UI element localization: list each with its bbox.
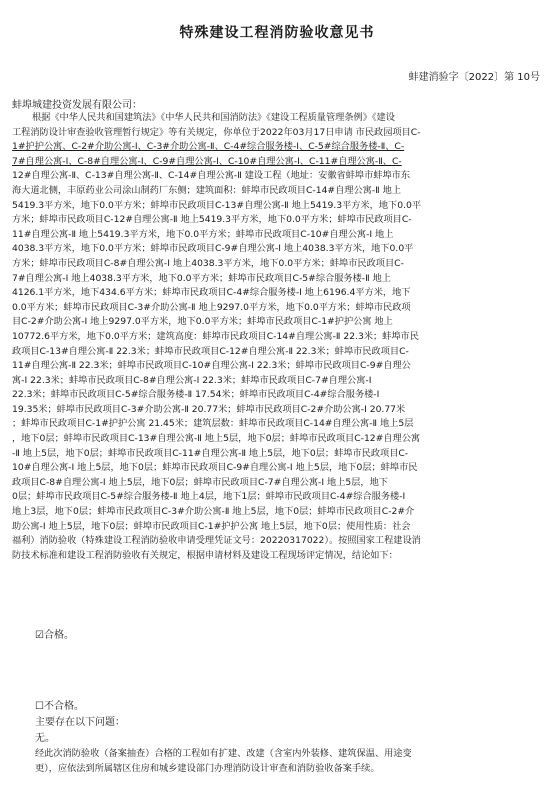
- body-line: 22.3米；蚌埠市民政项目C-5#综合服务楼-Ⅱ 17.54米；蚌埠市民政项目C-4#综合服务楼-Ⅰ: [12, 389, 380, 401]
- body-line: 12#自理公寓-Ⅱ、C-13#自理公寓-Ⅱ、C-14#自理公寓-Ⅱ 建设工程（地址：安徽省蚌埠市蚌埠市东: [12, 170, 411, 182]
- body-line: 10#自理公寓-Ⅰ 地上5层，地下0层；蚌埠市民政项目C-9#自理公寓-Ⅰ 地上5层，地下0层；蚌埠市民: [12, 462, 418, 474]
- body-line: 10772.6平方米，地下0.0平方米；建筑高度：蚌埠市民政项目C-14#自理公寓-Ⅱ 22.3米；蚌埠市民: [12, 330, 419, 342]
- body-text: [12, 111, 540, 563]
- unqualified-checkbox: ☐不合格。: [35, 701, 84, 712]
- body-line: 目C-2#介助公寓-Ⅰ 地上9297.0平方米，地下0.0平方米；蚌埠市民政项目C-1#护护公寓 地上: [12, 316, 393, 328]
- body-line: ；蚌埠市民政项目C-1#护护公寓 21.45米；建筑层数：蚌埠市民政项目C-14#自理公寓-Ⅱ 地上5层: [12, 418, 414, 430]
- body-line: 5419.3平方米，地下0.0平方米；蚌埠市民政项目C-13#自理公寓-Ⅱ 地上5419.3平方米，地下0.0平: [12, 199, 422, 211]
- body-line: 政项目C-8#自理公寓-Ⅰ 地上5层，地下0层；蚌埠市民政项目C-7#自理公寓-Ⅰ 地上5层，地下: [12, 476, 388, 488]
- recipient: 蚌埠城建投资发展有限公司：: [12, 100, 142, 111]
- qualified-checkbox: ☑合格。: [35, 630, 74, 641]
- body-line: 7#自理公寓-Ⅰ、C-8#自理公寓-Ⅰ、C-9#自理公寓-Ⅰ、C-10#自理公寓-Ⅰ、C-11#自理公寓-Ⅱ、C-: [12, 155, 402, 167]
- issues-label: 主要存在以下问题：: [35, 717, 125, 728]
- body-line: 工程消防设计审查验收管理暂行规定》等有关规定，你单位于2022年03月17日申请 市民政园项目C-: [12, 126, 421, 138]
- body-line: 政项目C-13#自理公寓-Ⅱ 22.3米；蚌埠市民政项目C-12#自理公寓-Ⅱ 22.3米；蚌埠市民政项目C-: [12, 345, 409, 357]
- body-line: ，地下0层；蚌埠市民政项目C-13#自理公寓-Ⅱ 地上5层，地下0层；蚌埠市民政项目C-12#自理公寓: [12, 433, 421, 445]
- document-title: 特殊建设工程消防验收意见书: [179, 25, 375, 41]
- body-line: 0层；蚌埠市民政项目C-5#综合服务楼-Ⅱ 地上4层，地下1层；蚌埠市民政项目C-4#综合服务楼-Ⅰ: [12, 491, 406, 503]
- body-line: 方米；蚌埠市民政项目C-8#自理公寓-Ⅰ 地上4038.3平方米，地下0.0平方米；蚌埠市民政项目C-: [12, 257, 404, 269]
- body-line: 根据《中华人民共和国建筑法》《中华人民共和国消防法》《建设工程质量管理条例》《建设: [32, 112, 395, 123]
- note-text: [35, 746, 540, 776]
- body-line: -Ⅱ 地上5层，地下0层；蚌埠市民政项目C-11#自理公寓-Ⅱ 地上5层，地下0层；蚌埠市民政项目C-: [12, 447, 409, 459]
- issues-text: 无。: [35, 733, 55, 744]
- body-line: 寓-Ⅰ 22.3米；蚌埠市民政项目C-8#自理公寓-Ⅰ 22.3米；蚌埠市民政项目C-7#自理公寓-Ⅰ: [12, 374, 372, 386]
- note-line: 更），应依法到所属辖区住房和城乡建设部门办理消防设计审查和消防验收备案手续。: [35, 763, 380, 774]
- body-line: 助公寓-Ⅰ 地上5层，地下0层；蚌埠市民政项目C-1#护护公寓 地上5层，地下0层；使用性质：社会: [12, 520, 411, 532]
- body-line: 1#护护公寓、C-2#介助公寓-Ⅰ、C-3#介助公寓-Ⅱ、C-4#综合服务楼-Ⅰ、C-5#综合服务楼-Ⅱ、C-: [12, 141, 405, 153]
- body-line: 海大道北侧，丰原药业公司涂山制药厂东侧；建筑面积：蚌埠市民政项目C-14#自理公寓-Ⅱ 地上: [12, 184, 402, 196]
- body-line: 福利）消防验收（特殊建设工程消防验收申请受理凭证文号：20220317022）。按照国家工程建设消: [12, 535, 421, 547]
- body-line: 方米；蚌埠市民政项目C-12#自理公寓-Ⅱ 地上5419.3平方米，地下0.0平方米；蚌埠市民政项目C-: [12, 214, 412, 226]
- body-line: 19.35米；蚌埠市民政项目C-3#介助公寓-Ⅱ 20.77米；蚌埠市民政项目C-2#介助公寓-Ⅰ 20.77米: [12, 403, 406, 415]
- body-line: 11#自理公寓-Ⅱ 22.3米；蚌埠市民政项目C-10#自理公寓-Ⅰ 22.3米；蚌埠市民政项目C-9#自理公: [12, 360, 411, 372]
- document-number: 蚌建消验字〔2022〕第 10号: [408, 72, 540, 83]
- body-line: 地上3层，地下0层；蚌埠市民政项目C-3#介助公寓-Ⅱ 地上5层，地下0层；蚌埠市民政项目C-2#介: [12, 506, 415, 518]
- body-line: 0.0平方米；蚌埠市民政项目C-3#介助公寓-Ⅱ 地上9297.0平方米，地下0.0平方米；蚌埠市民政项: [12, 301, 411, 313]
- body-line: 4038.3平方米，地下0.0平方米；蚌埠市民政项目C-9#自理公寓-Ⅰ 地上4038.3平方米，地下0.0平: [12, 243, 414, 255]
- body-line: 11#自理公寓-Ⅱ 地上5419.3平方米，地下0.0平方米；蚌埠市民政项目C-10#自理公寓-Ⅰ 地上: [12, 228, 394, 240]
- body-line: 防技术标准和建设工程消防验收有关规定，根据申请材料及建设工程现场评定情况，结论如下：: [12, 549, 398, 561]
- note-line: 经此次消防验收（备案抽查）合格的工程如有扩建、改建（含室内外装修、建筑保温、用途变: [35, 748, 412, 759]
- body-line: 7#自理公寓-Ⅰ 地上4038.3平方米，地下0.0平方米；蚌埠市民政项目C-5#综合服务楼-Ⅱ 地上: [12, 272, 391, 284]
- body-line: 4126.1平方米，地下434.6平方米；蚌埠市民政项目C-4#综合服务楼-Ⅰ 地上6196.4平方米，地下: [12, 287, 411, 299]
